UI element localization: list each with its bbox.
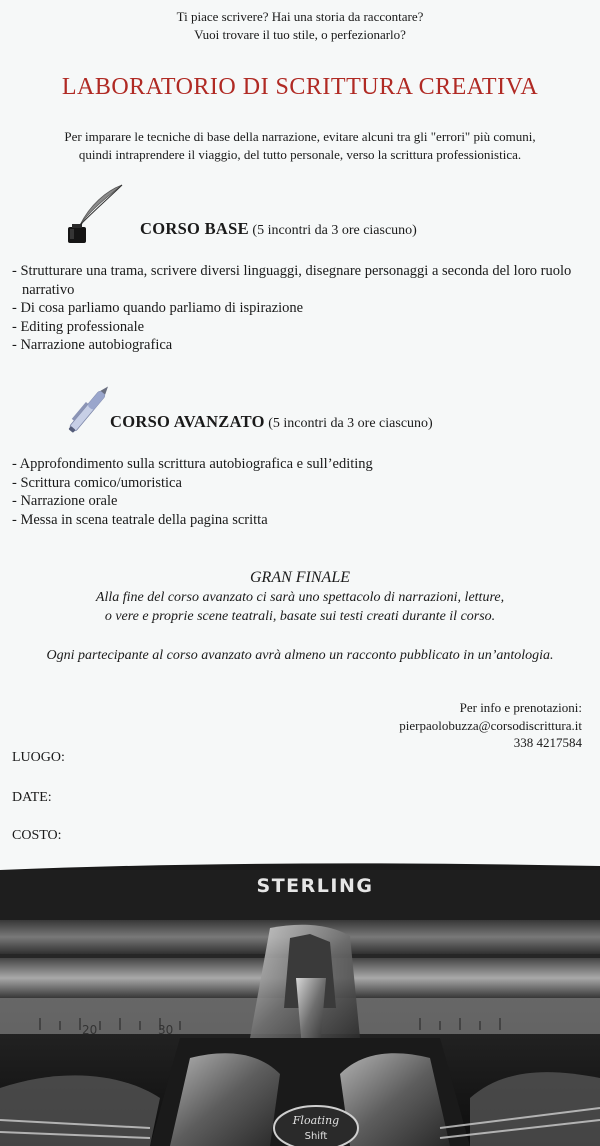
list-item: - Approfondimento sulla scrittura autobiografica e sull’editing <box>12 456 373 472</box>
course-base-heading <box>140 219 417 239</box>
list-item: - Scrittura comico/umoristica <box>12 474 182 491</box>
contact-info <box>399 699 582 752</box>
intro-text <box>0 8 600 44</box>
field-date: DATE: <box>12 790 52 805</box>
intro-line-2: Vuoi trovare il tuo stile, o perfezionarlo? <box>194 27 406 42</box>
typewriter-photo <box>0 858 600 1146</box>
list-item: - Narrazione autobiografica <box>12 337 173 353</box>
subtitle-line-2: quindi intraprendere il viaggio, del tutto personale, verso la scrittura professionistica. <box>78 147 522 162</box>
course-advanced-detail: (5 incontri da 3 ore ciascuno) <box>268 416 433 431</box>
typewriter-scale-left: 20 <box>82 1023 98 1037</box>
contact-email[interactable]: pierpaolobuzza@corsodiscrittura.it <box>399 717 582 733</box>
contact-phone[interactable]: 338 4217584 <box>513 735 582 750</box>
finale-title: GRAN FINALE <box>250 569 350 586</box>
subtitle-line-1: Per imparare le tecniche di base della narrazione, evitare alcuni tra gli "errori" più comuni, <box>64 129 536 144</box>
course-base-list <box>12 262 594 355</box>
list-item: - Narrazione orale <box>12 493 118 509</box>
course-base-name: CORSO BASE <box>140 219 249 238</box>
course-advanced-list <box>12 455 594 529</box>
finale-line-1: Alla fine del corso avanzato ci sarà uno spettacolo di narrazioni, letture, <box>95 590 505 605</box>
finale-line-2: o vere e proprie scene teatrali, basate sui testi creati durante il corso. <box>104 609 496 624</box>
list-item: - Editing professionale <box>12 318 145 335</box>
typewriter-key-line-2: Shift <box>304 1131 328 1142</box>
quill-inkwell-icon <box>66 183 126 245</box>
typewriter-brand: STERLING <box>256 875 374 897</box>
page-title: LABORATORIO DI SCRITTURA CREATIVA <box>61 74 539 100</box>
antology-note: Ogni partecipante al corso avanzato avrà almeno un racconto pubblicato in un’antologia. <box>46 648 554 663</box>
course-advanced-name: CORSO AVANZATO <box>110 412 265 431</box>
intro-line-1: Ti piace scrivere? Hai una storia da raccontare? <box>176 9 424 24</box>
course-base-detail: (5 incontri da 3 ore ciascuno) <box>252 223 417 238</box>
contact-label: Per info e prenotazioni: <box>459 700 582 715</box>
typewriter-key-line-1: Floating <box>292 1114 340 1127</box>
list-item: - Strutturare una trama, scrivere diversi linguaggi, disegnare personaggi a seconda del loro ruolo narrativo <box>12 263 572 298</box>
list-item: - Messa in scena teatrale della pagina scritta <box>12 511 268 528</box>
list-item: - Di cosa parliamo quando parliamo di ispirazione <box>12 300 304 316</box>
field-costo: COSTO: <box>12 828 62 843</box>
finale-section <box>0 568 600 626</box>
subtitle <box>0 128 600 164</box>
field-luogo: LUOGO: <box>12 750 65 765</box>
typewriter-scale-right: 30 <box>158 1023 174 1037</box>
course-advanced-heading <box>110 412 433 432</box>
